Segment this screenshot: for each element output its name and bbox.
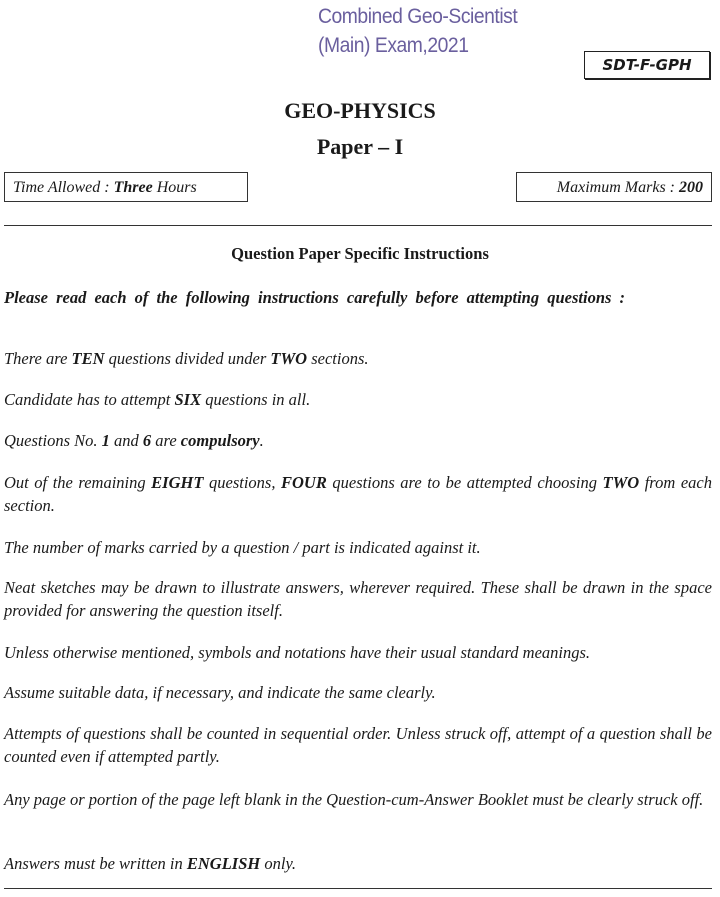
instructions-heading: Question Paper Specific Instructions bbox=[231, 244, 489, 263]
instruction-text: from each section. bbox=[4, 473, 712, 515]
instruction-text: . bbox=[259, 431, 264, 450]
maximum-marks-box bbox=[516, 172, 712, 202]
paper-title: Paper – I bbox=[316, 134, 404, 159]
exam-stamp bbox=[318, 2, 517, 60]
instruction-text: sections. bbox=[307, 349, 369, 368]
instruction-text: are bbox=[151, 431, 181, 450]
instruction-text: questions in all. bbox=[201, 390, 311, 409]
instruction-text: and bbox=[109, 431, 143, 450]
instruction-item bbox=[4, 429, 712, 452]
instruction-item bbox=[4, 536, 712, 559]
instruction-text: questions divided under bbox=[104, 349, 271, 368]
instruction-text: Unless otherwise mentioned, symbols and notations have their usual standard meanings. bbox=[4, 643, 591, 662]
stamp-line-2: (Main) Exam,2021 bbox=[318, 34, 469, 57]
stamp-line-1: Combined Geo-Scientist bbox=[318, 5, 518, 28]
instruction-text: Any page or portion of the page left blank in the Question-cum-Answer Booklet must be clearly struck off. bbox=[4, 790, 704, 809]
instruction-item bbox=[4, 388, 712, 411]
instruction-text: questions, bbox=[203, 473, 282, 492]
instruction-text: Questions No. bbox=[4, 431, 102, 450]
instruction-emphasis: compulsory bbox=[180, 431, 260, 450]
marks-value: 200 bbox=[679, 179, 703, 196]
instruction-item bbox=[4, 788, 712, 811]
instruction-emphasis: SIX bbox=[174, 390, 202, 409]
time-value: Three bbox=[113, 179, 153, 196]
instruction-text: Out of the remaining bbox=[4, 473, 152, 492]
instruction-item bbox=[4, 576, 712, 622]
time-unit: Hours bbox=[152, 179, 197, 196]
instruction-item bbox=[4, 471, 712, 517]
instruction-text: There are bbox=[4, 349, 72, 368]
top-divider bbox=[4, 225, 712, 226]
instruction-emphasis: TEN bbox=[71, 349, 105, 368]
instruction-text: only. bbox=[260, 854, 296, 873]
instruction-emphasis: EIGHT bbox=[151, 473, 204, 492]
marks-label: Maximum Marks : bbox=[556, 179, 679, 196]
instruction-text: Candidate has to attempt bbox=[4, 390, 175, 409]
instruction-emphasis: 6 bbox=[142, 431, 152, 450]
instruction-item bbox=[4, 852, 712, 875]
time-label: Time Allowed : bbox=[13, 179, 114, 196]
bottom-divider bbox=[4, 888, 712, 889]
instruction-item bbox=[4, 347, 712, 370]
instruction-text: Attempts of questions shall be counted in sequential order. Unless struck off, attempt of a question shall be counted even if attempted partly. bbox=[4, 724, 712, 766]
instruction-emphasis: ENGLISH bbox=[186, 854, 261, 873]
instruction-text: The number of marks carried by a question / part is indicated against it. bbox=[4, 538, 481, 557]
instruction-item bbox=[4, 681, 712, 704]
instruction-item bbox=[4, 641, 712, 664]
instruction-text: questions are to be attempted choosing bbox=[326, 473, 603, 492]
instruction-item bbox=[4, 722, 712, 768]
paper-code-box: SDT-F-GPH bbox=[584, 51, 710, 79]
instruction-emphasis: TWO bbox=[602, 473, 640, 492]
instruction-emphasis: FOUR bbox=[281, 473, 327, 492]
instruction-emphasis: TWO bbox=[270, 349, 308, 368]
subject-title: GEO-PHYSICS bbox=[284, 98, 436, 123]
instruction-text: Assume suitable data, if necessary, and indicate the same clearly. bbox=[4, 683, 436, 702]
instructions-lead: Please read each of the following instructions carefully before attempting questions : bbox=[4, 288, 626, 307]
time-allowed-box bbox=[4, 172, 248, 202]
instruction-text: Answers must be written in bbox=[4, 854, 187, 873]
instruction-text: Neat sketches may be drawn to illustrate answers, wherever required. These shall be drawn in the space provided for answering the question itself. bbox=[4, 578, 712, 620]
instruction-emphasis: 1 bbox=[101, 431, 110, 450]
